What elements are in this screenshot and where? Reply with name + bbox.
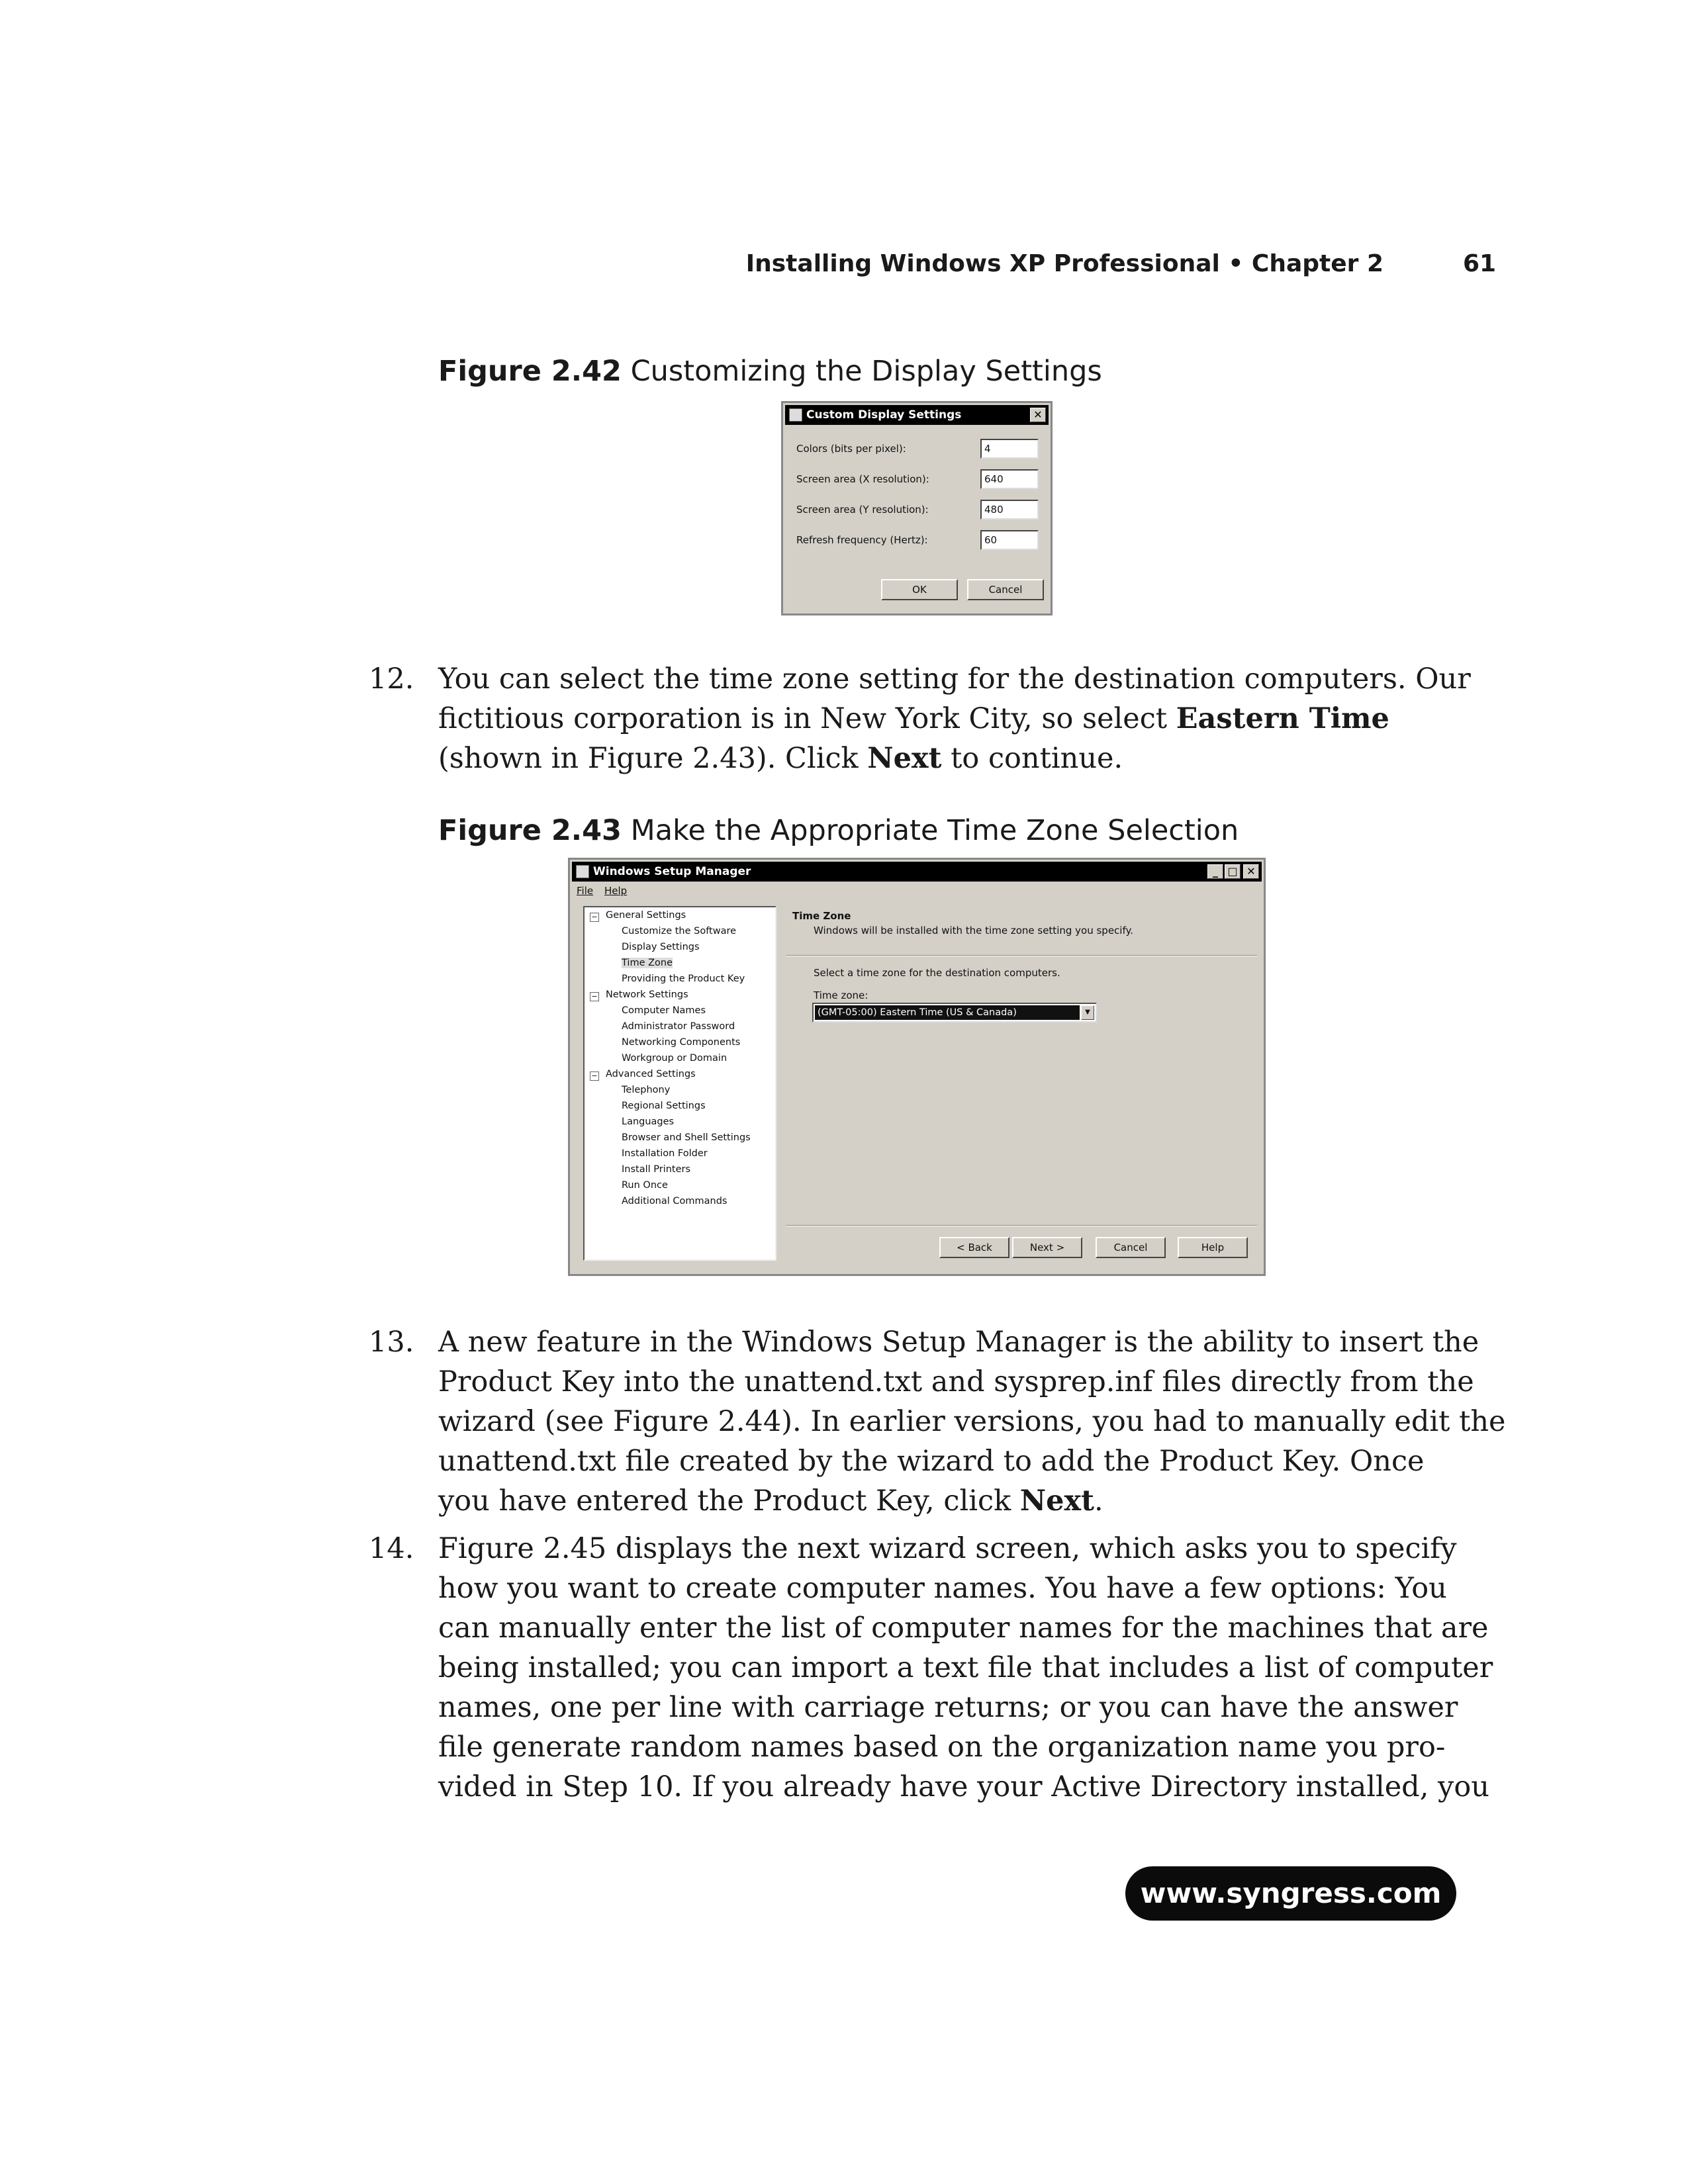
- app-icon: [576, 865, 589, 878]
- dialog-titlebar: [785, 405, 1049, 425]
- paragraph-line: you have entered the Product Key, click Next.: [438, 1484, 1103, 1518]
- tree-item[interactable]: Installation Folder: [622, 1148, 708, 1159]
- tree-item-selected[interactable]: Time Zone: [622, 958, 673, 968]
- tree-item[interactable]: Networking Components: [622, 1037, 741, 1048]
- minimize-icon[interactable]: _: [1207, 864, 1223, 879]
- collapse-icon[interactable]: −: [590, 1071, 599, 1081]
- publisher-url[interactable]: www.syngress.com: [1140, 1877, 1442, 1909]
- ok-button[interactable]: OK: [881, 579, 958, 600]
- colors-label: Colors (bits per pixel):: [796, 443, 906, 455]
- running-header: [0, 250, 1688, 290]
- paragraph-line: can manually enter the list of computer names for the machines that are: [438, 1612, 1489, 1645]
- tree-item[interactable]: Browser and Shell Settings: [622, 1132, 751, 1143]
- figure-caption-text: Customizing the Display Settings: [630, 355, 1102, 388]
- figure-label: Figure 2.42: [438, 355, 622, 388]
- figure-caption-text: Make the Appropriate Time Zone Selection: [630, 814, 1239, 847]
- time-zone-select[interactable]: [812, 1003, 1097, 1023]
- panel-title: Time Zone: [792, 910, 851, 922]
- paragraph-line: vided in Step 10. If you already have your Active Directory installed, you: [438, 1770, 1489, 1803]
- figure-label: Figure 2.43: [438, 814, 622, 847]
- windows-setup-manager-window: [568, 858, 1266, 1276]
- tree-item[interactable]: Install Printers: [622, 1164, 691, 1175]
- tree-item[interactable]: Workgroup or Domain: [622, 1053, 727, 1064]
- time-zone-label: Time zone:: [814, 989, 868, 1001]
- maximize-icon[interactable]: □: [1225, 864, 1241, 879]
- paragraph-line: Figure 2.45 displays the next wizard screen, which asks you to specify: [438, 1532, 1457, 1565]
- next-button[interactable]: Next >: [1012, 1237, 1082, 1258]
- window-titlebar: [572, 862, 1262, 882]
- page-number: 61: [1463, 250, 1497, 277]
- running-header-title: Installing Windows XP Professional • Chapter 2: [745, 250, 1383, 277]
- paragraph-line: file generate random names based on the organization name you pro-: [438, 1731, 1446, 1764]
- footer-divider: [786, 1225, 1257, 1226]
- tree-item[interactable]: Telephony: [622, 1085, 671, 1095]
- time-zone-value: (GMT-05:00) Eastern Time (US & Canada): [815, 1005, 1080, 1020]
- paragraph-line: You can select the time zone setting for the destination computers. Our: [438, 662, 1471, 696]
- panel-subtitle: Windows will be installed with the time zone setting you specify.: [814, 925, 1133, 936]
- publisher-url-badge[interactable]: [1125, 1866, 1456, 1921]
- colors-field[interactable]: 4: [980, 439, 1039, 459]
- tree-group-advanced[interactable]: Advanced Settings: [606, 1069, 696, 1079]
- paragraph-line: (shown in Figure 2.43). Click Next to continue.: [438, 742, 1123, 775]
- paragraph-line: unattend.txt file created by the wizard to add the Product Key. Once: [438, 1445, 1425, 1478]
- paragraph-line: wizard (see Figure 2.44). In earlier versions, you had to manually edit the: [438, 1405, 1506, 1438]
- paragraph-line: Product Key into the unattend.txt and sysprep.inf files directly from the: [438, 1365, 1474, 1398]
- tree-item[interactable]: Regional Settings: [622, 1101, 706, 1111]
- refresh-frequency-label: Refresh frequency (Hertz):: [796, 534, 928, 546]
- tree-item[interactable]: Administrator Password: [622, 1021, 735, 1032]
- paragraph-line: fictitious corporation is in New York City, so select Eastern Time: [438, 702, 1389, 735]
- refresh-frequency-field[interactable]: 60: [980, 530, 1039, 550]
- step-number: 13.: [369, 1326, 414, 1359]
- tree-group-general[interactable]: General Settings: [606, 910, 686, 921]
- settings-tree: [583, 906, 776, 1261]
- x-resolution-field[interactable]: 640: [980, 469, 1039, 489]
- close-icon[interactable]: ✕: [1030, 408, 1046, 422]
- menu-help[interactable]: Help: [604, 885, 628, 897]
- y-resolution-field[interactable]: 480: [980, 500, 1039, 520]
- cancel-button[interactable]: Cancel: [967, 579, 1044, 600]
- menu-file[interactable]: File: [577, 885, 594, 897]
- cancel-button[interactable]: Cancel: [1096, 1237, 1166, 1258]
- next-emphasis: Next: [867, 742, 942, 775]
- step-12: [369, 659, 1471, 778]
- tree-item[interactable]: Run Once: [622, 1180, 668, 1191]
- back-button[interactable]: < Back: [939, 1237, 1009, 1258]
- paragraph-line: how you want to create computer names. You have a few options: You: [438, 1572, 1447, 1605]
- step-13: [369, 1322, 1506, 1521]
- paragraph-line: being installed; you can import a text file that includes a list of computer: [438, 1651, 1493, 1684]
- figure-2-42-caption: [438, 355, 1102, 388]
- eastern-time-emphasis: Eastern Time: [1176, 702, 1389, 735]
- close-icon[interactable]: ✕: [1243, 864, 1259, 879]
- tree-item[interactable]: Display Settings: [622, 942, 700, 952]
- collapse-icon[interactable]: −: [590, 992, 599, 1001]
- y-resolution-label: Screen area (Y resolution):: [796, 504, 929, 516]
- custom-display-settings-dialog: [781, 401, 1053, 615]
- help-button[interactable]: Help: [1178, 1237, 1248, 1258]
- tree-item[interactable]: Languages: [622, 1116, 675, 1127]
- collapse-icon[interactable]: −: [590, 913, 599, 922]
- next-emphasis: Next: [1019, 1484, 1094, 1518]
- tree-item[interactable]: Customize the Software: [622, 926, 737, 936]
- tree-group-network[interactable]: Network Settings: [606, 989, 688, 1000]
- app-icon: [789, 408, 802, 422]
- panel-divider: [786, 955, 1257, 956]
- step-14: [369, 1529, 1493, 1807]
- window-title: Windows Setup Manager: [593, 865, 751, 878]
- x-resolution-label: Screen area (X resolution):: [796, 473, 929, 485]
- figure-2-43-caption: [438, 814, 1239, 847]
- instruction-text: Select a time zone for the destination computers.: [814, 967, 1060, 979]
- paragraph-line: names, one per line with carriage returns; or you can have the answer: [438, 1691, 1458, 1724]
- tree-item[interactable]: Additional Commands: [622, 1196, 727, 1206]
- dropdown-arrow-icon[interactable]: ▼: [1081, 1005, 1094, 1020]
- step-number: 12.: [369, 662, 414, 696]
- tree-item[interactable]: Providing the Product Key: [622, 974, 745, 984]
- paragraph-line: A new feature in the Windows Setup Manager is the ability to insert the: [438, 1326, 1479, 1359]
- tree-item[interactable]: Computer Names: [622, 1005, 706, 1016]
- dialog-title: Custom Display Settings: [806, 408, 962, 422]
- step-number: 14.: [369, 1532, 414, 1565]
